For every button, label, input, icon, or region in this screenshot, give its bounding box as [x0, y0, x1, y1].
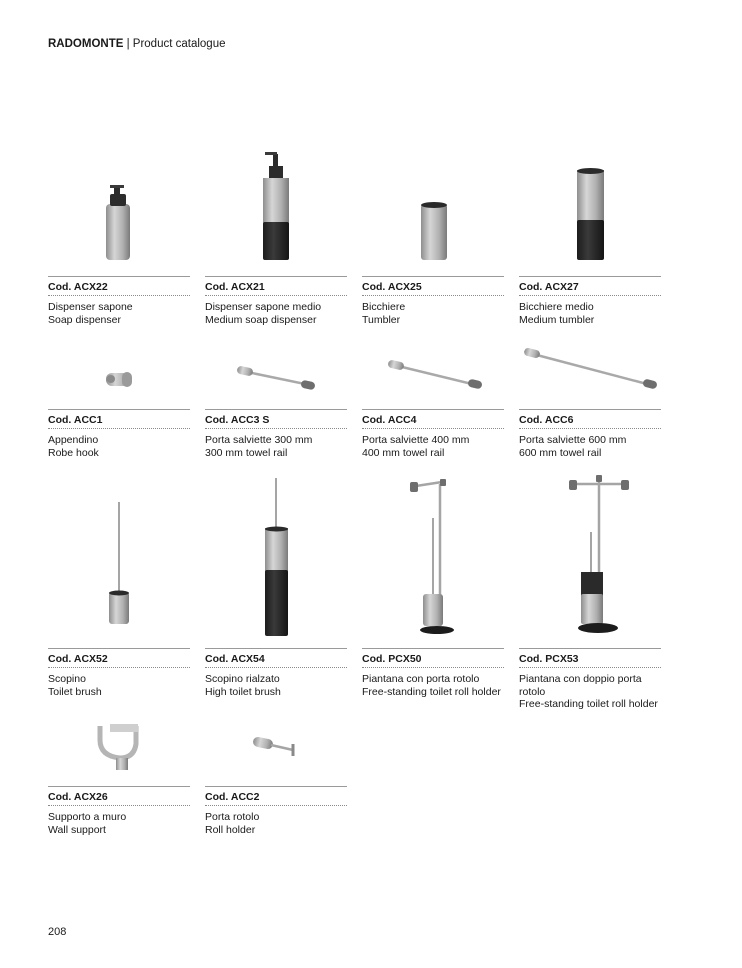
dotted-divider — [205, 667, 347, 668]
divider — [205, 276, 347, 277]
product-code: Cod. ACC3 S — [205, 414, 270, 426]
dotted-divider — [48, 295, 190, 296]
dotted-divider — [48, 428, 190, 429]
product-code: Cod. ACX52 — [48, 653, 108, 665]
dotted-divider — [362, 428, 504, 429]
product-name-en: Wall support — [48, 823, 106, 836]
product-description — [519, 301, 669, 326]
product-description — [48, 434, 198, 459]
divider — [519, 276, 661, 277]
dotted-divider — [519, 295, 661, 296]
product-name-it: Porta salviette 600 mm — [519, 434, 627, 446]
dotted-divider — [205, 295, 347, 296]
product-name-en: Tumbler — [362, 313, 401, 326]
divider — [48, 786, 190, 787]
divider — [362, 648, 504, 649]
product-description — [48, 673, 198, 698]
product-code: Cod. ACX25 — [362, 281, 422, 293]
product-code: Cod. ACC2 — [205, 791, 260, 803]
product-code: Cod. ACC1 — [48, 414, 103, 426]
dotted-divider — [48, 805, 190, 806]
divider — [205, 409, 347, 410]
product-code: Cod. ACC6 — [519, 414, 574, 426]
product-name-en: 300 mm towel rail — [205, 446, 288, 459]
product-code: Cod. PCX53 — [519, 653, 579, 665]
product-description — [205, 434, 355, 459]
product-name-it: Piantana con doppio porta rotolo — [519, 673, 642, 698]
towel-rail-300-icon — [205, 362, 347, 396]
product-name-en: Roll holder — [205, 823, 256, 836]
divider — [48, 409, 190, 410]
brand-name: RADOMONTE — [48, 38, 124, 50]
dotted-divider — [519, 428, 661, 429]
product-name-en: Medium soap dispenser — [205, 313, 317, 326]
product-name-it: Bicchiere medio — [519, 301, 594, 313]
dotted-divider — [48, 667, 190, 668]
product-name-it: Supporto a muro — [48, 811, 127, 823]
page-number: 208 — [48, 926, 67, 938]
toilet-roll-stand-icon — [362, 476, 504, 638]
product-name-it: Porta salviette 300 mm — [205, 434, 313, 446]
soap-dispenser-icon — [48, 180, 190, 262]
product-name-it: Dispenser sapone medio — [205, 301, 322, 313]
dotted-divider — [519, 667, 661, 668]
product-description — [205, 301, 355, 326]
product-name-en: Toilet brush — [48, 685, 102, 698]
product-code: Cod. PCX50 — [362, 653, 422, 665]
product-description — [362, 434, 512, 459]
towel-rail-400-icon — [362, 358, 504, 396]
product-name-en: High toilet brush — [205, 685, 281, 698]
product-name-it: Bicchiere — [362, 301, 406, 313]
roll-holder-icon — [205, 730, 347, 764]
product-code: Cod. ACC4 — [362, 414, 417, 426]
product-description — [362, 301, 512, 326]
product-name-en: 600 mm towel rail — [519, 446, 602, 459]
product-description — [205, 811, 355, 836]
divider — [362, 276, 504, 277]
divider — [48, 276, 190, 277]
product-name-en: Robe hook — [48, 446, 99, 459]
divider — [205, 648, 347, 649]
product-name-it: Appendino — [48, 434, 99, 446]
product-name-it: Porta salviette 400 mm — [362, 434, 470, 446]
dotted-divider — [362, 667, 504, 668]
product-description — [362, 673, 512, 698]
dotted-divider — [205, 428, 347, 429]
dotted-divider — [362, 295, 504, 296]
divider — [362, 409, 504, 410]
toilet-brush-icon — [48, 500, 190, 626]
product-name-it: Scopino — [48, 673, 86, 685]
robe-hook-icon — [48, 364, 190, 400]
double-toilet-roll-stand-icon — [519, 472, 661, 638]
header-separator: | — [123, 38, 133, 50]
product-code: Cod. ACX26 — [48, 791, 108, 803]
product-name-en: Free-standing toilet roll holder — [362, 685, 501, 698]
divider — [519, 409, 661, 410]
product-description — [519, 673, 669, 711]
towel-rail-600-icon — [519, 346, 661, 396]
divider — [48, 648, 190, 649]
product-description — [205, 673, 355, 698]
wall-support-icon — [48, 720, 190, 774]
medium-soap-dispenser-icon — [205, 148, 347, 262]
dotted-divider — [205, 805, 347, 806]
product-code: Cod. ACX21 — [205, 281, 265, 293]
page-header — [48, 38, 225, 50]
product-name-it: Dispenser sapone — [48, 301, 133, 313]
product-description — [48, 811, 198, 836]
tumbler-icon — [362, 200, 504, 262]
product-description — [519, 434, 669, 459]
product-name-en: Soap dispenser — [48, 313, 121, 326]
product-name-en: Free-standing toilet roll holder — [519, 698, 658, 710]
catalogue-title: Product catalogue — [132, 38, 226, 50]
product-name-it: Piantana con porta rotolo — [362, 673, 480, 685]
product-description — [48, 301, 198, 326]
divider — [205, 786, 347, 787]
medium-tumbler-icon — [519, 164, 661, 262]
product-code: Cod. ACX22 — [48, 281, 108, 293]
product-name-en: 400 mm towel rail — [362, 446, 445, 459]
product-name-it: Porta rotolo — [205, 811, 260, 823]
high-toilet-brush-icon — [205, 476, 347, 638]
product-code: Cod. ACX54 — [205, 653, 265, 665]
product-code: Cod. ACX27 — [519, 281, 579, 293]
product-name-it: Scopino rialzato — [205, 673, 280, 685]
product-name-en: Medium tumbler — [519, 313, 595, 326]
divider — [519, 648, 661, 649]
